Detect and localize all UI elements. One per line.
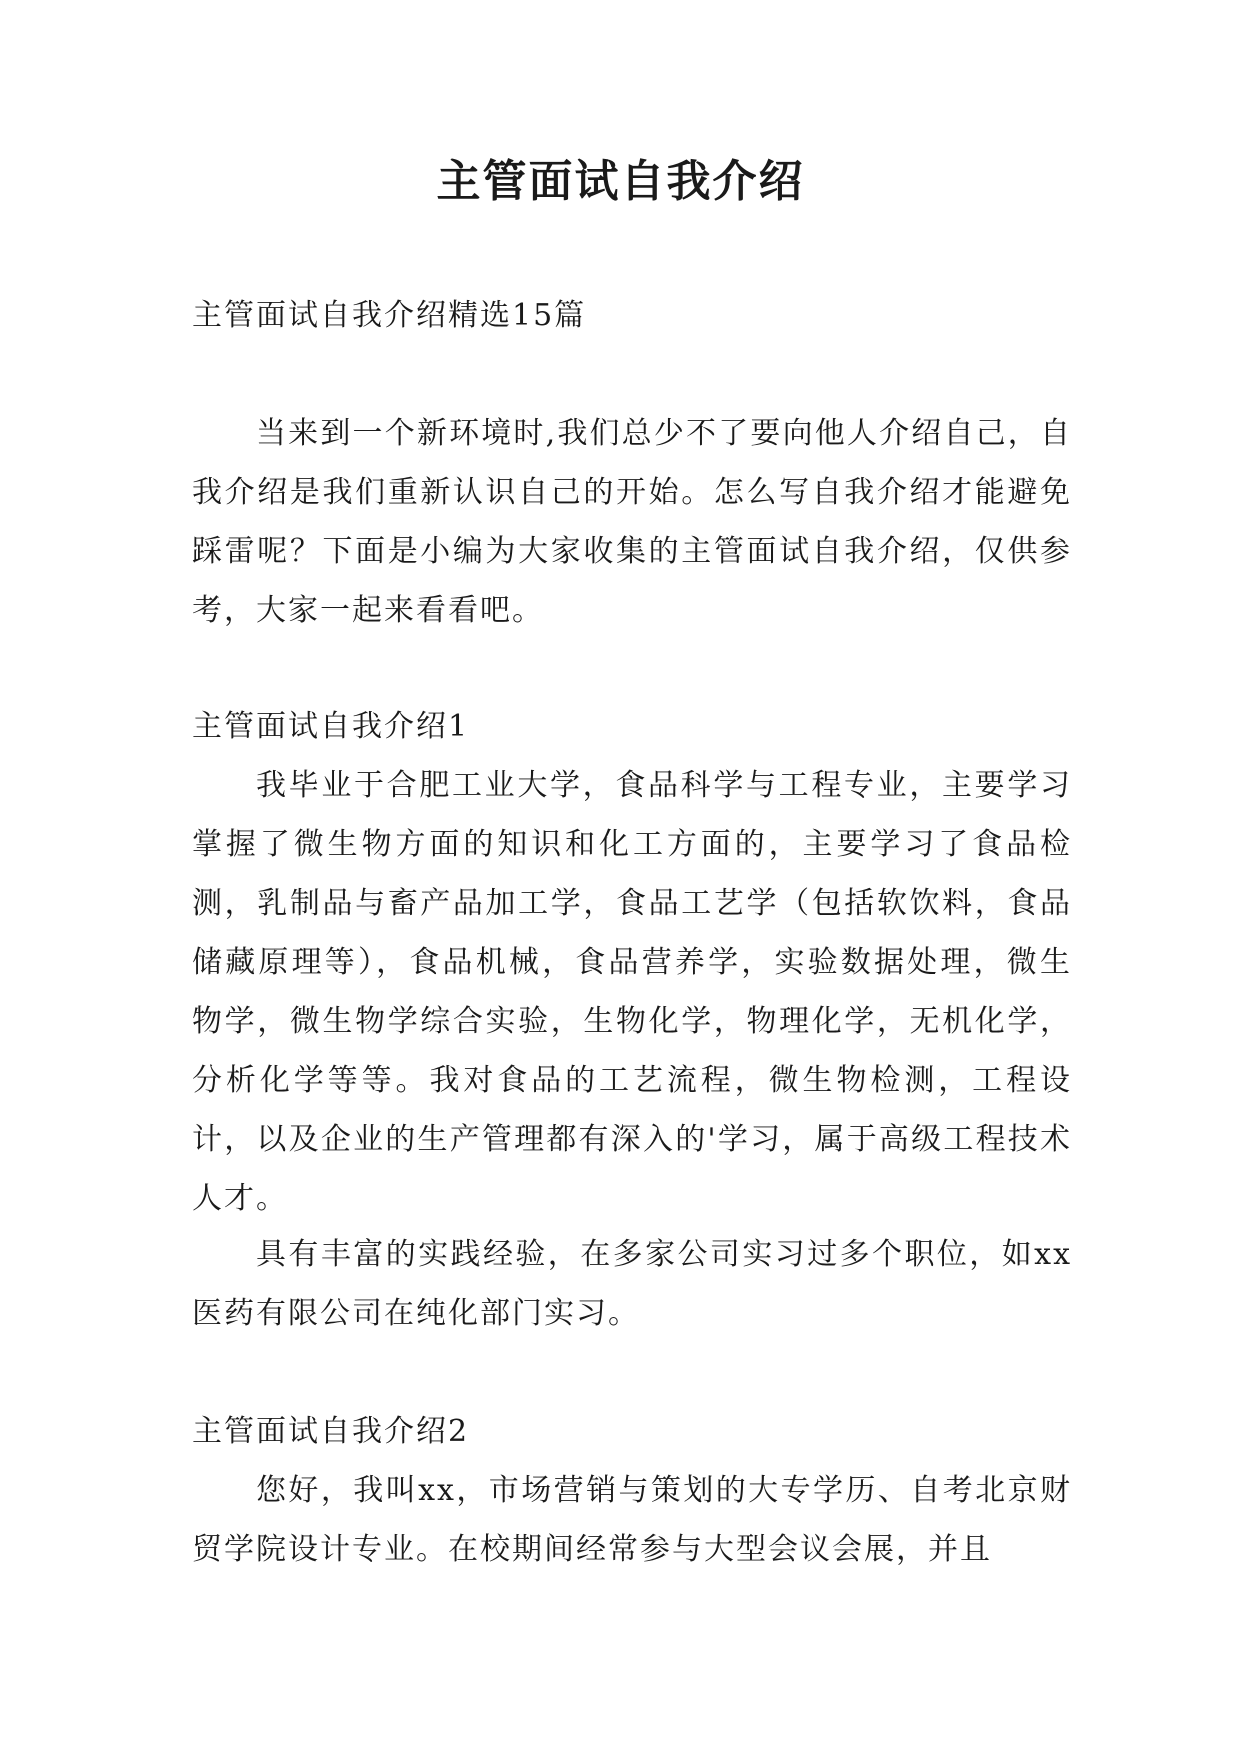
intro-paragraph: 当来到一个新环境时,我们总少不了要向他人介绍自己，自我介绍是我们重新认识自己的开始。怎么写自我介绍才能避免踩雷呢？下面是小编为大家收集的主管面试自我介绍，仅供参考，大家一起来看看吧。 [192,416,1072,628]
section-heading-1: 主管面试自我介绍1 [192,709,470,744]
document-subtitle: 主管面试自我介绍精选15篇 [192,298,587,333]
document-title: 主管面试自我介绍 [436,156,805,207]
section-heading-2: 主管面试自我介绍2 [192,1414,470,1449]
section-1-paragraph-2: 具有丰富的实践经验，在多家公司实习过多个职位，如xx医药有限公司在纯化部门实习。 [192,1237,1072,1331]
section-2-paragraph-1: 您好，我叫xx，市场营销与策划的大专学历、自考北京财贸学院设计专业。在校期间经常参与大型会议会展，并且 [192,1473,1072,1567]
section-1-paragraph-1: 我毕业于合肥工业大学，食品科学与工程专业，主要学习掌握了微生物方面的知识和化工方面的，主要学习了食品检测，乳制品与畜产品加工学，食品工艺学（包括软饮料，食品储藏原理等），食品机械，食品营养学，实验数据处理，微生物学，微生物学综合实验，生物化学，物理化学，无机化学，分析化学等等。我对食品的工艺流程，微生物检测，工程设计，以及企业的生产管理都有深入的'学习，属于高级工程技术人才。 [192,768,1072,1216]
